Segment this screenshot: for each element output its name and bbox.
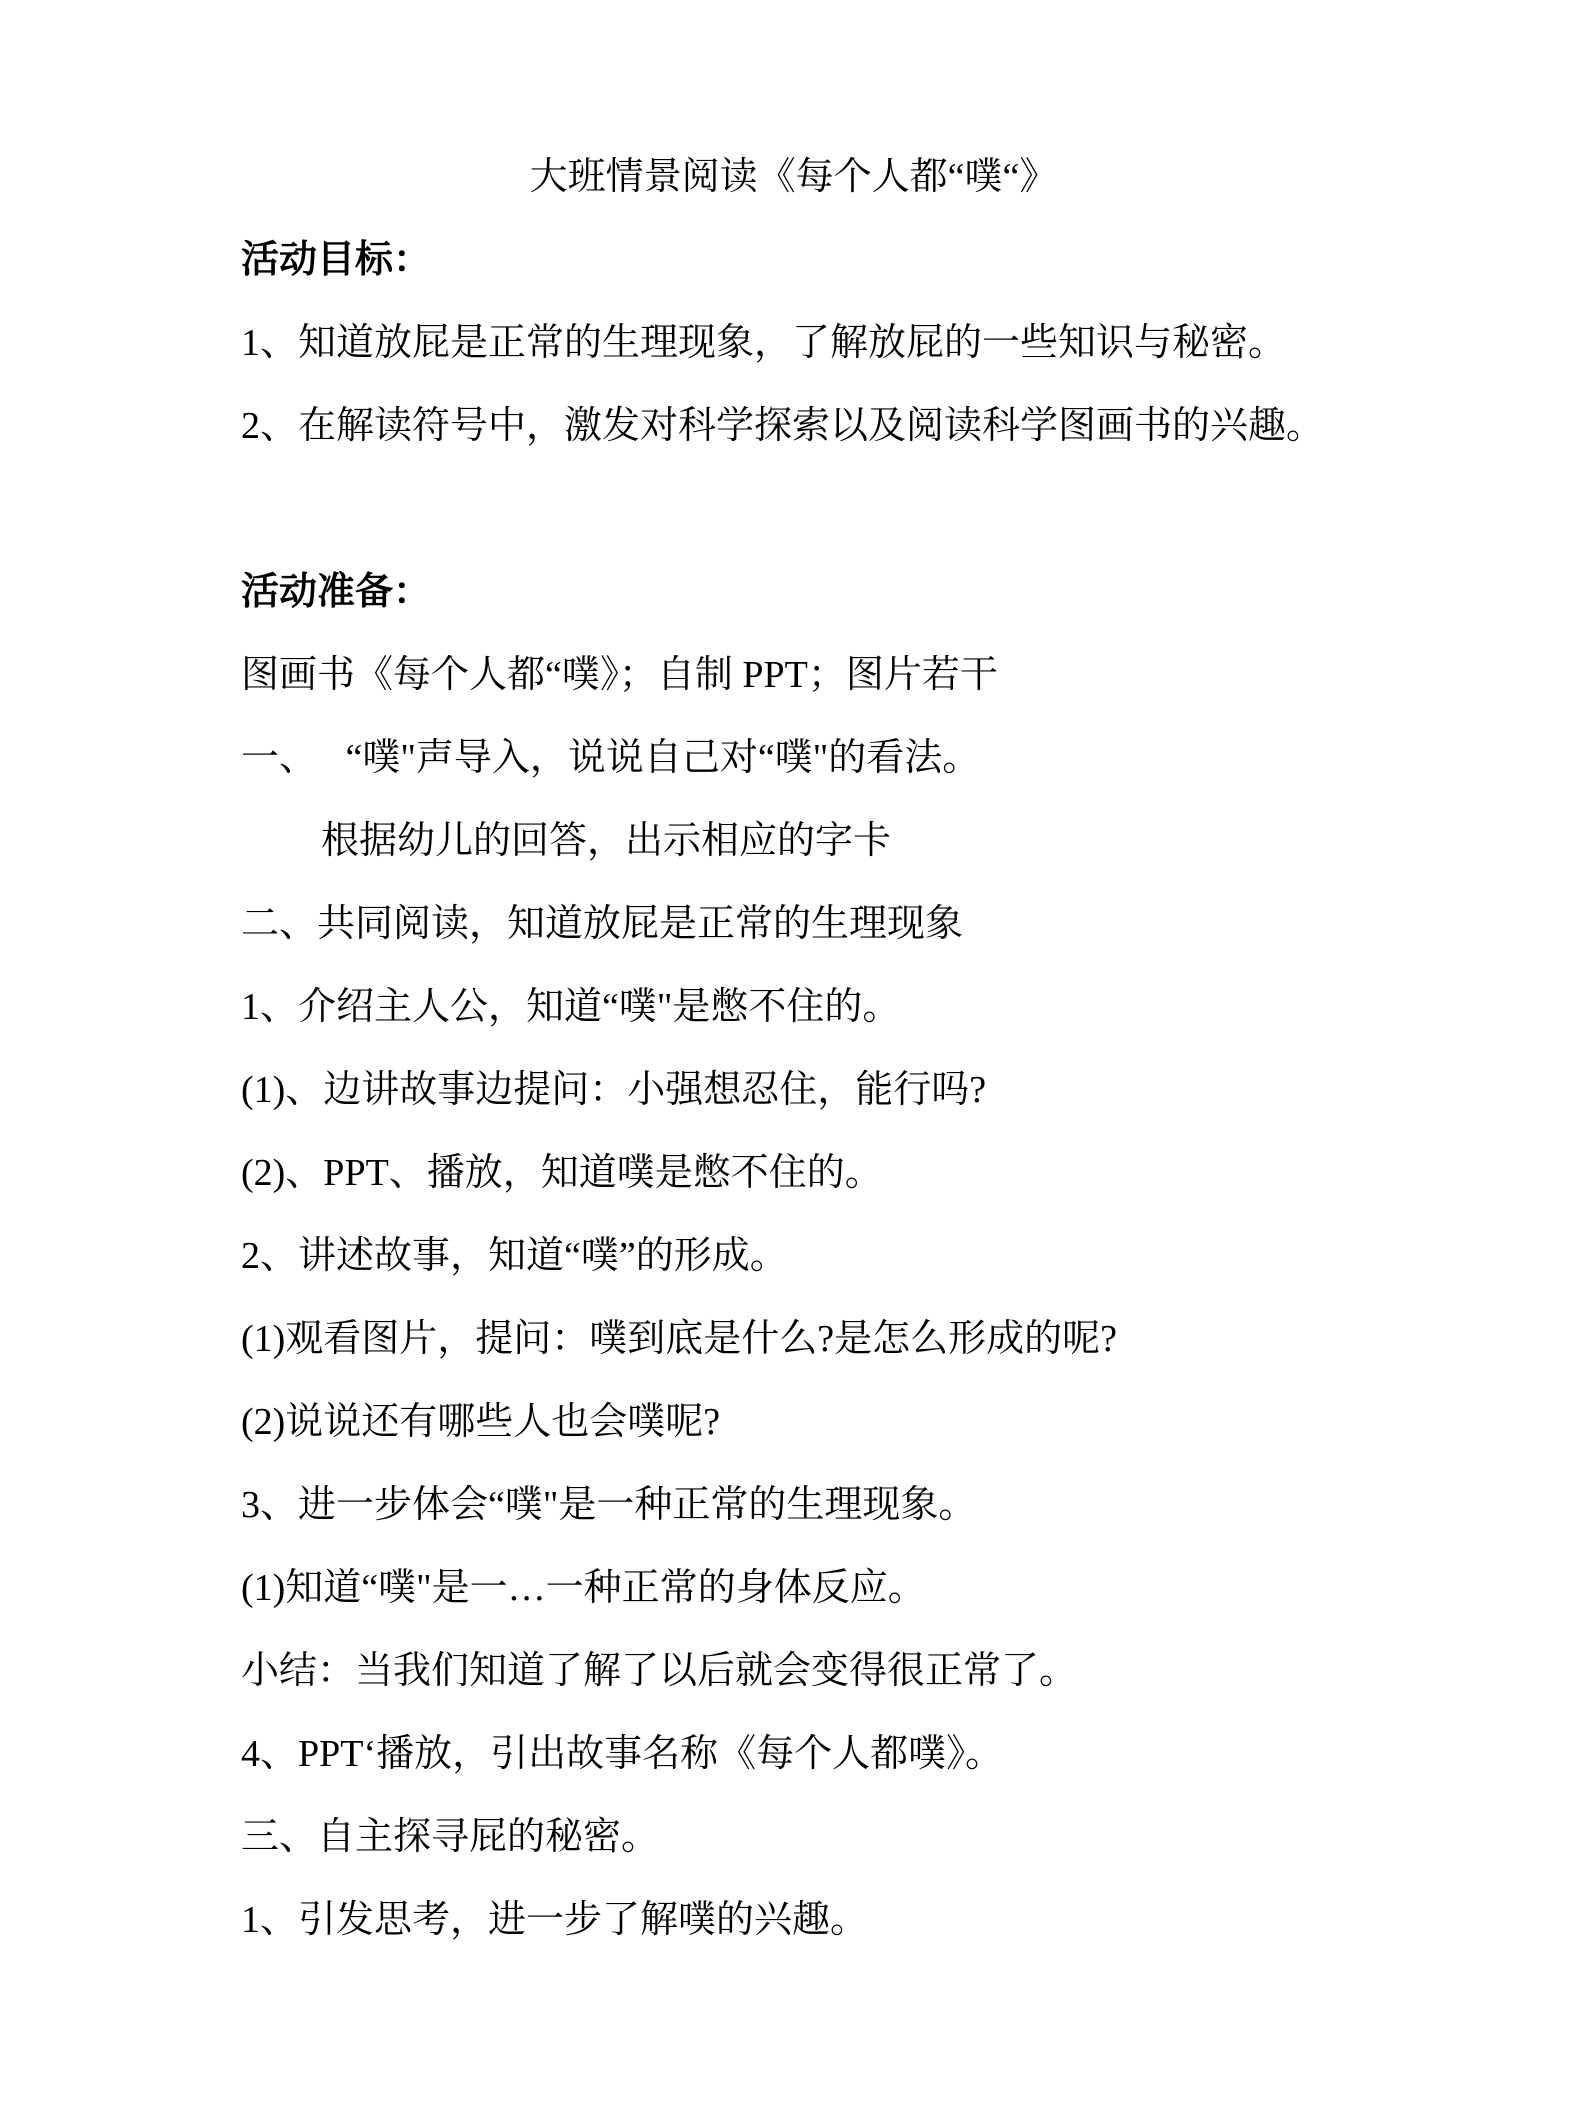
process-step: 1、介绍主人公，知道“噗"是憋不住的。 [241, 986, 901, 1028]
process-step: 小结：当我们知道了解了以后就会变得很正常了。 [241, 1650, 1078, 1692]
objectives-heading: 活动目标： [241, 239, 432, 281]
process-step: (1)知道“噗"是一…一种正常的身体反应。 [241, 1567, 926, 1609]
process-step: (1)观看图片，提问：噗到底是什么?是怎么形成的呢? [241, 1318, 1118, 1360]
process-step: 1、引发思考，进一步了解噗的兴趣。 [241, 1899, 869, 1941]
process-step: (1)、边讲故事边提问：小强想忍住，能行吗? [241, 1069, 987, 1111]
preparation-text: 图画书《每个人都“噗》；自制 PPT；图片若干 [241, 654, 998, 696]
process-step: 二、共同阅读，知道放屁是正常的生理现象 [241, 903, 964, 945]
process-step: (2)、PPT、播放，知道噗是憋不住的。 [241, 1152, 883, 1194]
objective-item: 1、知道放屁是正常的生理现象，了解放屁的一些知识与秘密。 [241, 322, 1287, 364]
blank-line [241, 468, 1391, 551]
process-step: (2)说说还有哪些人也会噗呢? [241, 1401, 721, 1443]
objective-item: 2、在解读符号中，激发对科学探索以及阅读科学图画书的兴趣。 [241, 405, 1325, 447]
document-page [241, 136, 1391, 1962]
process-step: 一、 “噗"声导入，说说自己对“噗"的看法。 [241, 737, 981, 779]
process-step: 三、自主探寻屁的秘密。 [241, 1816, 660, 1858]
process-step: 3、进一步体会“噗"是一种正常的生理现象。 [241, 1484, 977, 1526]
process-step: 根据幼儿的回答，出示相应的字卡 [321, 820, 892, 862]
document-title: 大班情景阅读《每个人都“噗“》 [529, 156, 1058, 198]
process-step: 4、PPT‘播放，引出故事名称《每个人都噗》。 [241, 1733, 1004, 1775]
preparation-heading: 活动准备： [241, 571, 432, 613]
process-step: 2、讲述故事，知道“噗”的形成。 [241, 1235, 788, 1277]
